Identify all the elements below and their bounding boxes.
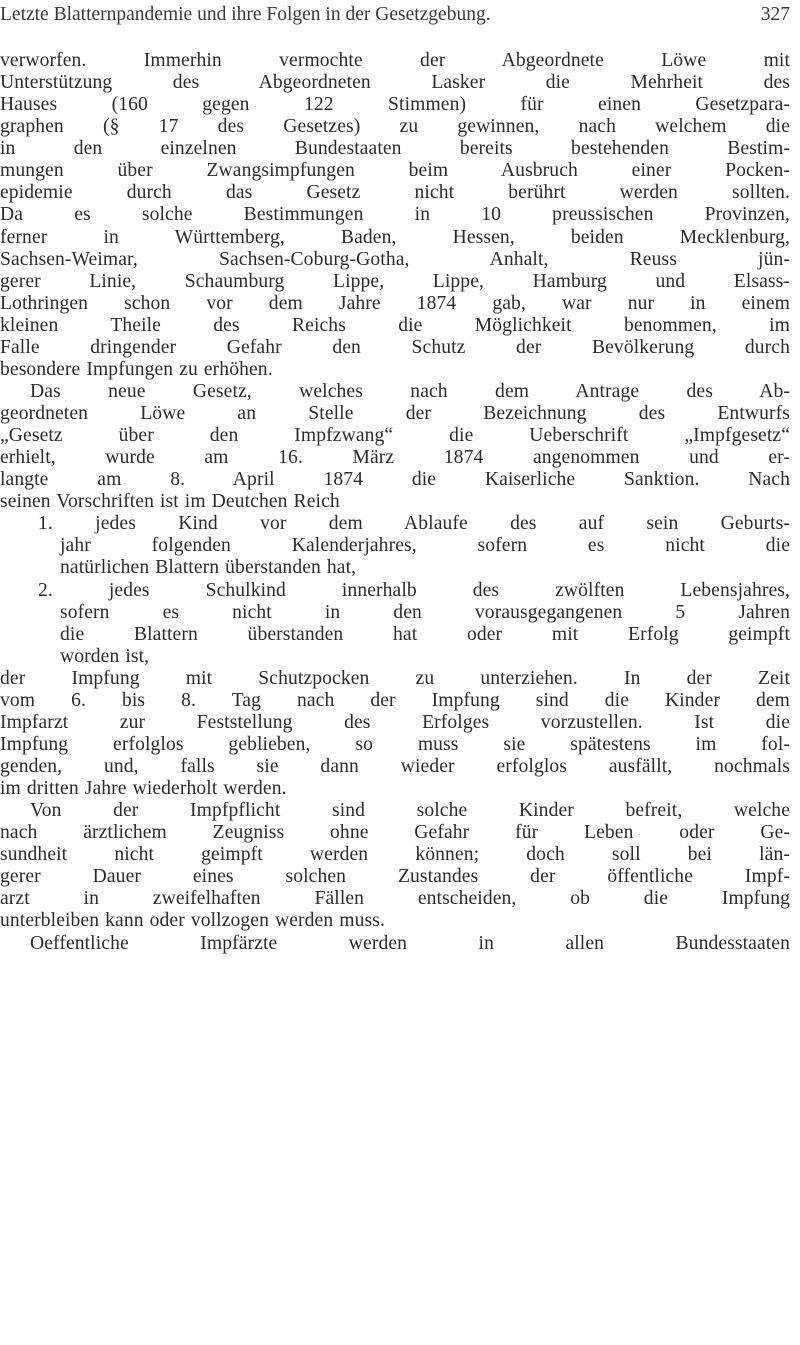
text-line: sundheit nicht geimpft werden können; doch soll bei län-	[0, 844, 790, 866]
text-line: Oeffentliche Impfärzte werden in allen Bundesstaaten	[30, 932, 790, 954]
text-line: jahr folgenden Kalenderjahres, sofern es nicht die	[60, 535, 790, 557]
text-line: Das neue Gesetz, welches nach dem Antrage des Ab-	[30, 380, 790, 402]
text-line: Von der Impfpflicht sind solche Kinder befreit, welche	[30, 800, 790, 822]
text-line: Hauses (160 gegen 122 Stimmen) für einen Gesetzpara-	[0, 94, 790, 116]
text-line: ferner in Württemberg, Baden, Hessen, beiden Mecklenburg,	[0, 226, 790, 248]
body-text	[0, 50, 790, 955]
text-line: gerer Linie, Schaumburg Lippe, Lippe, Hamburg und Elsass-	[0, 270, 790, 292]
text-line: Unterstützung des Abgeordneten Lasker die Mehrheit des	[0, 72, 790, 94]
text-line: gerer Dauer eines solchen Zustandes der öffentliche Impf-	[0, 866, 790, 888]
page-number: 327	[760, 4, 790, 25]
text-line: genden, und, falls sie dann wieder erfolglos ausfällt, nochmals	[0, 756, 790, 777]
text-line: sofern es nicht in den vorausgegangenen 5 Jahren	[60, 601, 790, 623]
text-line: graphen (§ 17 des Gesetzes) zu gewinnen, nach welchem die	[0, 116, 790, 138]
text-line: Falle dringender Gefahr den Schutz der Bevölkerung durch	[0, 336, 790, 358]
text-line: besondere Impfungen zu erhöhen.	[0, 358, 273, 380]
text-line: der Impfung mit Schutzpocken zu unterziehen. In der Zeit	[0, 667, 790, 689]
text-line: Sachsen-Weimar, Sachsen-Coburg-Gotha, Anhalt, Reuss jün-	[0, 248, 790, 270]
text-line: geordneten Löwe an Stelle der Bezeichnung des Entwurfs	[0, 403, 790, 424]
running-header	[0, 0, 790, 40]
text-line: mungen über Zwangsimpfungen beim Ausbruch einer Pocken-	[0, 160, 790, 182]
text-line: die Blattern überstanden hat oder mit Erfolg geimpft	[60, 623, 790, 645]
text-line: langte am 8. April 1874 die Kaiserliche Sanktion. Nach	[0, 469, 790, 491]
text-line: im dritten Jahre wiederholt werden.	[0, 778, 287, 800]
text-line: unterbleiben kann oder vollzogen werden muss.	[0, 910, 385, 932]
text-line: Lothringen schon vor dem Jahre 1874 gab, war nur in einem	[0, 292, 790, 314]
text-line: verworfen. Immerhin vermochte der Abgeordnete Löwe mit	[0, 50, 790, 71]
text-line: Da es solche Bestimmungen in 10 preussischen Provinzen,	[0, 204, 790, 226]
text-line: erhielt, wurde am 16. März 1874 angenommen und er-	[0, 447, 790, 469]
text-line: in den einzelnen Bundestaaten bereits bestehenden Bestim-	[0, 138, 790, 160]
text-line: seinen Vorschriften ist im Deutchen Reich	[0, 491, 340, 513]
text-line: natürlichen Blattern überstanden hat,	[60, 557, 357, 579]
text-line: „Gesetz über den Impfzwang“ die Ueberschrift „Impfgesetz“	[0, 425, 790, 447]
text-line: Impfarzt zur Feststellung des Erfolges vorzustellen. Ist die	[0, 711, 790, 733]
text-line: nach ärztlichem Zeugniss ohne Gefahr für Leben oder Ge-	[0, 822, 790, 844]
text-line: worden ist,	[60, 645, 150, 667]
text-line: vom 6. bis 8. Tag nach der Impfung sind die Kinder dem	[0, 689, 790, 711]
text-line: kleinen Theile des Reichs die Möglichkeit benommen, im	[0, 314, 790, 336]
text-line: arzt in zweifelhaften Fällen entscheiden, ob die Impfung	[0, 888, 790, 910]
running-title: Letzte Blatternpandemie und ihre Folgen in der Gesetzgebung.	[0, 4, 491, 25]
list-item: 1. jedes Kind vor dem Ablaufe des auf sein Geburts-	[38, 513, 790, 535]
text-line: epidemie durch das Gesetz nicht berührt werden sollten.	[0, 182, 790, 204]
list-item: 2. jedes Schulkind innerhalb des zwölften Lebensjahres,	[38, 579, 790, 601]
text-line: Impfung erfolglos geblieben, so muss sie spätestens im fol-	[0, 733, 790, 755]
